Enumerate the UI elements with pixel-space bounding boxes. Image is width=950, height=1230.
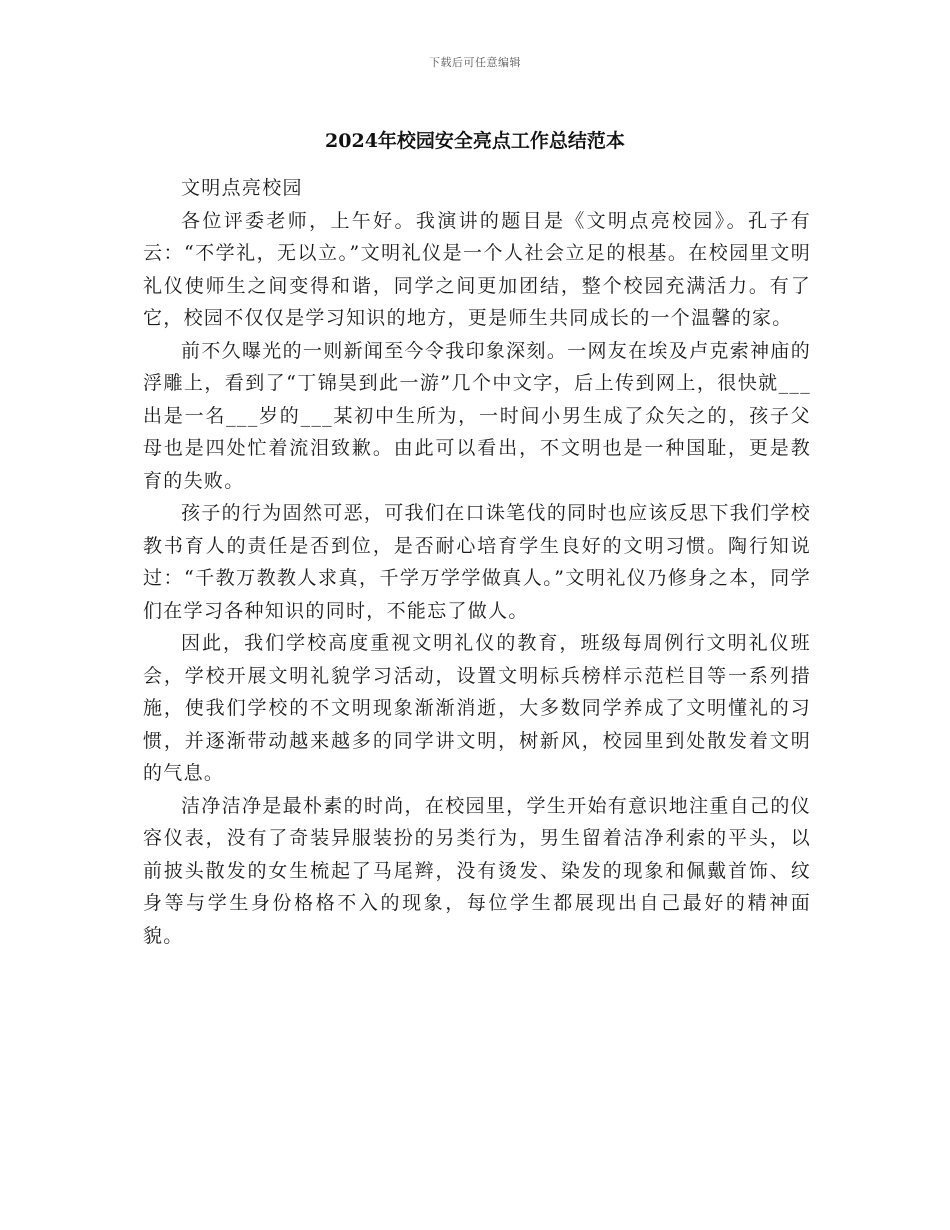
paragraph-2: 前不久曝光的一则新闻至今令我印象深刻。一网友在埃及卢克索神庙的浮雕上，看到了“丁锦昊到此一游”几个中文字，后上传到网上，很快就___出是一名___岁的___某初中生所为，一时间小男生成了众矢之的，孩子父母也是四处忙着流泪致歉。由此可以看出，不文明也是一种国耻，更是教育的失败。 — [143, 339, 811, 492]
paragraph-4: 因此，我们学校高度重视文明礼仪的教育，班级每周例行文明礼仪班会，学校开展文明礼貌学习活动，设置文明标兵榜样示范栏目等一系列措施，使我们学校的不文明现象渐渐消逝，大多数同学养成了文明懂礼的习惯，并逐渐带动越来越多的同学讲文明，树新风，校园里到处散发着文明的气息。 — [143, 632, 811, 784]
document-body — [143, 172, 811, 952]
paragraph-1: 各位评委老师，上午好。我演讲的题目是《文明点亮校园》。孔子有云：“不学礼，无以立。”文明礼仪是一个人社会立足的根基。在校园里文明礼仪使师生之间变得和谐，同学之间更加团结，整个校园充满活力。有了它，校园不仅仅是学习知识的地方，更是师生共同成长的一个温馨的家。 — [143, 209, 811, 329]
paragraph-5: 洁净洁净是最朴素的时尚，在校园里，学生开始有意识地注重自己的仪容仪表，没有了奇装异服装扮的另类行为，男生留着洁净利索的平头，以前披头散发的女生梳起了马尾辫，没有烫发、染发的现象和佩戴首饰、纹身等与学生身份格格不入的现象，每位学生都展现出自己最好的精神面貌。 — [143, 794, 811, 947]
page-header-note: 下载后可任意编辑 — [429, 56, 521, 69]
document-title: 2024年校园安全亮点工作总结范本 — [325, 130, 625, 152]
document-subtitle: 文明点亮校园 — [181, 177, 303, 199]
paragraph-3: 孩子的行为固然可恶，可我们在口诛笔伐的同时也应该反思下我们学校教书育人的责任是否到位，是否耐心培育学生良好的文明习惯。陶行知说过：“千教万教教人求真，千学万学学做真人。”文明礼仪乃修身之本，同学们在学习各种知识的同时，不能忘了做人。 — [143, 502, 811, 622]
